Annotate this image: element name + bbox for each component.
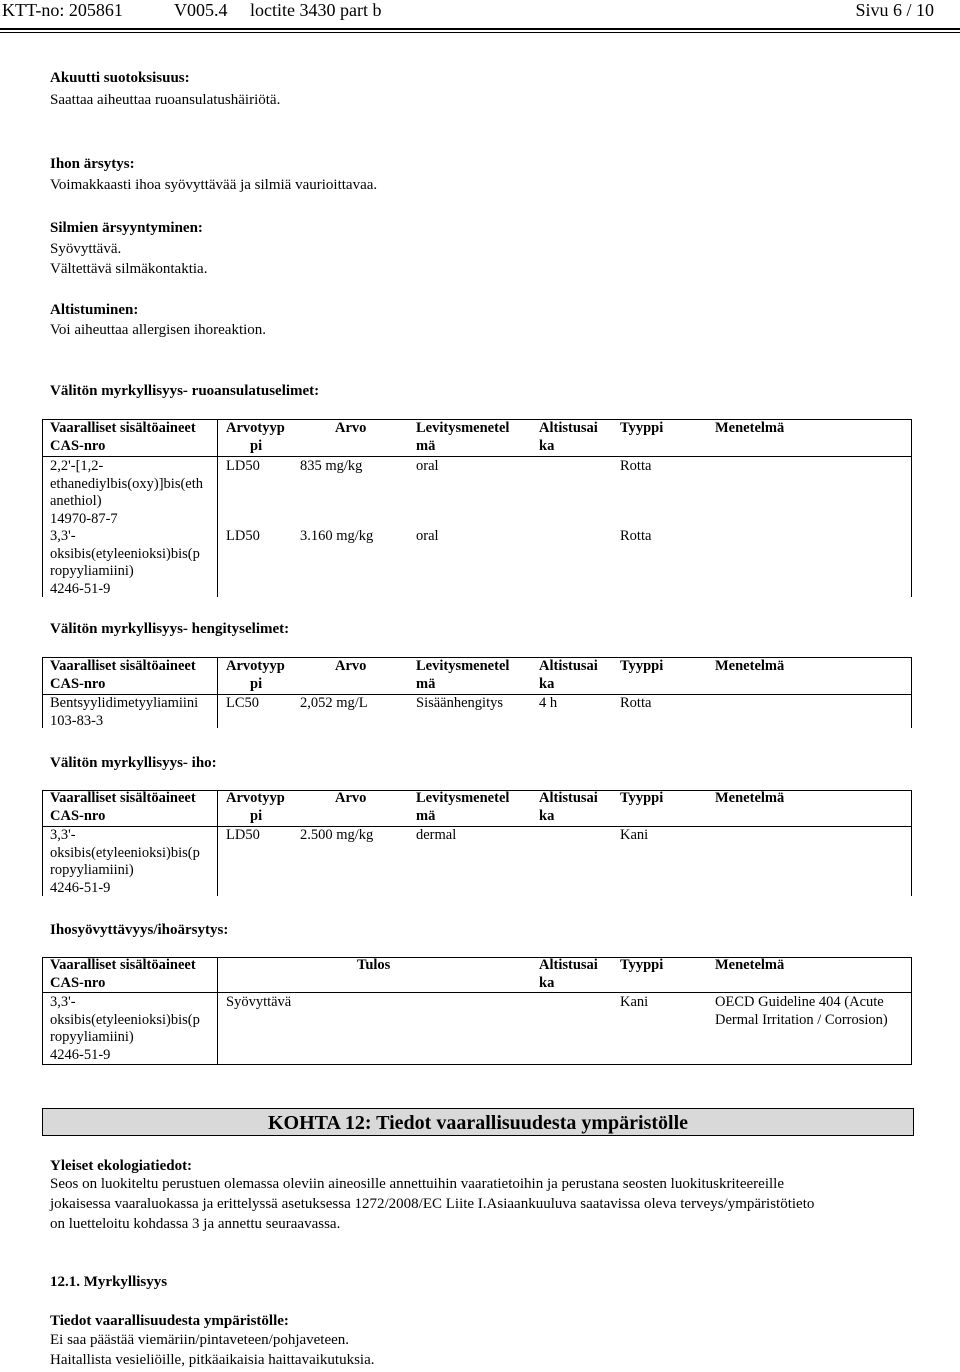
tiedot-heading: Tiedot vaarallisuudesta ympäristölle: [50, 1313, 289, 1329]
col-header: CAS-nro [50, 975, 106, 991]
altistuminen-heading: Altistuminen: [50, 302, 139, 318]
table4-title: Ihosyövyttävyys/ihoärsytys: [50, 922, 229, 938]
route: oral [416, 528, 439, 544]
akuutti-text: Saattaa aiheuttaa ruoansulatushäiriötä. [50, 92, 281, 108]
col-header: Vaaralliset sisältöaineet [50, 790, 196, 806]
species: Kani [620, 827, 649, 843]
col-header: Arvo [335, 658, 367, 674]
ktt-number: KTT-no: 205861 [2, 0, 123, 20]
value: 835 mg/kg [300, 458, 363, 474]
col-header: Menetelmä [715, 658, 785, 674]
eko-text [50, 1174, 930, 1234]
col-header: Tyyppi [620, 790, 664, 806]
subsection-12-1: 12.1. Myrkyllisyys [50, 1274, 168, 1290]
table3-title: Välitön myrkyllisyys- iho: [50, 755, 217, 771]
tiedot-line: Haitallista vesieliöille, pitkäaikaisia haittavaikutuksia. [50, 1352, 375, 1368]
col-header: pi [250, 438, 263, 454]
substance-name: 3,3'- [50, 528, 76, 544]
product-name: loctite 3430 part b [250, 0, 382, 20]
substance-name: ethanediylbis(oxy)]bis(eth [50, 476, 204, 492]
col-header: Vaaralliset sisältöaineet [50, 658, 196, 674]
col-header: Menetelmä [715, 420, 785, 436]
header-rule [0, 28, 960, 30]
silmien-text-2: Vältettävä silmäkontaktia. [50, 261, 208, 277]
version: V005.4 [174, 0, 228, 20]
method: OECD Guideline 404 (Acute [715, 994, 884, 1010]
silmien-text-1: Syövyttävä. [50, 241, 122, 257]
col-header: mä [416, 808, 436, 824]
col-header: Arvotyyp [226, 420, 285, 436]
table2-title: Välitön myrkyllisyys- hengityselimet: [50, 621, 290, 637]
col-header: pi [250, 808, 263, 824]
section-12-title: KOHTA 12: Tiedot vaarallisuudesta ympäristölle [267, 1112, 689, 1134]
cas-number: 103-83-3 [50, 713, 104, 729]
col-header: CAS-nro [50, 676, 106, 692]
substance-name: ropyyliamiini) [50, 563, 134, 579]
altistuminen-text: Voi aiheuttaa allergisen ihoreaktion. [50, 322, 267, 338]
col-header: Tyyppi [620, 957, 664, 973]
col-header: Arvo [335, 790, 367, 806]
col-header: Menetelmä [715, 790, 785, 806]
page-header [0, 0, 960, 24]
col-header: ka [539, 808, 555, 824]
header-rule-thin [0, 32, 960, 33]
col-header: Altistusai [539, 420, 598, 436]
col-header: Altistusai [539, 790, 598, 806]
substance-name: oksibis(etyleenioksi)bis(p [50, 1012, 200, 1028]
exposure-time: 4 h [539, 695, 558, 711]
value-type: LD50 [226, 528, 260, 544]
col-header: mä [416, 438, 436, 454]
species: Kani [620, 994, 649, 1010]
route: Sisäänhengitys [416, 695, 503, 711]
col-header: ka [539, 676, 555, 692]
table1-title: Välitön myrkyllisyys- ruoansulatuselimet: [50, 383, 320, 399]
col-header: Arvo [335, 420, 367, 436]
col-header: Vaaralliset sisältöaineet [50, 957, 196, 973]
substance-name: ropyyliamiini) [50, 862, 134, 878]
col-header: Levitysmenetel [416, 658, 510, 674]
eko-line: jokaisessa vaaraluokassa ja erittelyssä asetuksessa 1272/2008/EC Liite I.Asiaankuuluva saatavissa oleva terveys/ympäristötieto [50, 1196, 815, 1212]
substance-name: 2,2'-[1,2- [50, 458, 104, 474]
tiedot-line: Ei saa päästää viemäriin/pintaveteen/pohjaveteen. [50, 1332, 350, 1348]
cas-number: 4246-51-9 [50, 1047, 111, 1063]
col-header: Tyyppi [620, 420, 664, 436]
col-header: CAS-nro [50, 808, 106, 824]
section-12-heading [42, 1108, 914, 1136]
substance-name: 3,3'- [50, 827, 76, 843]
tiedot-text [50, 1330, 930, 1370]
cas-number: 4246-51-9 [50, 880, 111, 896]
species: Rotta [620, 458, 652, 474]
silmien-heading: Silmien ärsyyntyminen: [50, 220, 203, 236]
substance-name: Bentsyylidimetyyliamiini [50, 695, 199, 711]
col-header: Levitysmenetel [416, 420, 510, 436]
col-header: mä [416, 676, 436, 692]
substance-name: anethiol) [50, 493, 102, 509]
cas-number: 14970-87-7 [50, 511, 118, 527]
value: 2.500 mg/kg [300, 827, 374, 843]
col-header: Tyyppi [620, 658, 664, 674]
col-header: Levitysmenetel [416, 790, 510, 806]
value: 3.160 mg/kg [300, 528, 374, 544]
method: Dermal Irritation / Corrosion) [715, 1012, 888, 1028]
page-number: Sivu 6 / 10 [855, 0, 934, 20]
eko-line: on luetteloitu kohdassa 3 ja annettu seuraavassa. [50, 1216, 341, 1232]
eko-heading: Yleiset ekologiatiedot: [50, 1158, 193, 1174]
col-header: Vaaralliset sisältöaineet [50, 420, 196, 436]
col-header: Altistusai [539, 957, 598, 973]
route: dermal [416, 827, 457, 843]
substance-name: 3,3'- [50, 994, 76, 1010]
species: Rotta [620, 695, 652, 711]
col-header: Tulos [357, 957, 391, 973]
col-header: Altistusai [539, 658, 598, 674]
cas-number: 4246-51-9 [50, 581, 111, 597]
result: Syövyttävä [226, 994, 292, 1010]
col-header: Arvotyyp [226, 658, 285, 674]
species: Rotta [620, 528, 652, 544]
col-header: pi [250, 676, 263, 692]
substance-name: oksibis(etyleenioksi)bis(p [50, 845, 200, 861]
value-type: LD50 [226, 458, 260, 474]
col-header: Arvotyyp [226, 790, 285, 806]
col-header: ka [539, 975, 555, 991]
route: oral [416, 458, 439, 474]
substance-name: ropyyliamiini) [50, 1029, 134, 1045]
akuutti-heading: Akuutti suotoksisuus: [50, 70, 190, 86]
col-header: Menetelmä [715, 957, 785, 973]
value-type: LD50 [226, 827, 260, 843]
ihon-heading: Ihon ärsytys: [50, 156, 135, 172]
col-header: CAS-nro [50, 438, 106, 454]
col-header: ka [539, 438, 555, 454]
value: 2,052 mg/L [300, 695, 368, 711]
value-type: LC50 [226, 695, 260, 711]
eko-line: Seos on luokiteltu perustuen olemassa oleviin aineosille annettuihin vaaratietoihin ja perustana seosten luokituskriteereille [50, 1176, 784, 1192]
ihon-text: Voimakkaasti ihoa syövyttävää ja silmiä vaurioittavaa. [50, 177, 378, 193]
substance-name: oksibis(etyleenioksi)bis(p [50, 546, 200, 562]
